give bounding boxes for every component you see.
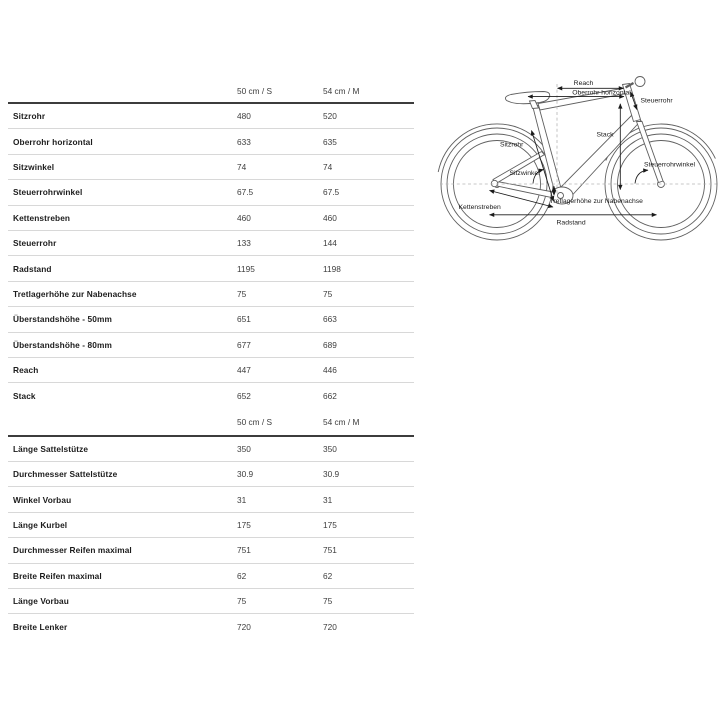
row-value: 30.9 <box>323 469 340 480</box>
row-value: 720 <box>237 622 251 633</box>
bike-geometry-diagram <box>428 58 720 243</box>
row-value: 520 <box>323 111 337 122</box>
rear-fender <box>438 124 556 172</box>
row-value: 31 <box>237 494 247 505</box>
row-value: 447 <box>237 365 251 376</box>
row-value: 677 <box>237 339 251 350</box>
row-label: Sitzwinkel <box>13 161 55 172</box>
row-label: Kettenstreben <box>13 212 71 223</box>
column-header: 50 cm / S <box>237 86 273 96</box>
rear-dropout <box>491 180 497 186</box>
row-value: 635 <box>323 136 337 147</box>
row-label: Reach <box>13 365 39 376</box>
table-row <box>8 282 414 307</box>
table-row <box>8 437 414 462</box>
table-row <box>8 462 414 487</box>
row-label: Tretlagerhöhe zur Nabenachse <box>13 288 137 299</box>
row-value: 460 <box>237 212 251 223</box>
diagram-label-sitzrohr: Sitzrohr <box>500 141 524 149</box>
row-value: 689 <box>323 339 337 350</box>
row-value: 720 <box>323 622 337 633</box>
geometry-table <box>8 80 414 640</box>
row-value: 350 <box>323 443 337 454</box>
bike-drawing <box>438 77 717 241</box>
table-row <box>8 104 414 129</box>
row-value: 1195 <box>237 263 255 274</box>
row-label: Radstand <box>13 263 52 274</box>
row-label: Breite Reifen maximal <box>13 570 102 581</box>
diagram-label-stack: Stack <box>596 131 614 139</box>
table-row <box>8 129 414 154</box>
row-label: Winkel Vorbau <box>13 494 72 505</box>
row-value: 633 <box>237 136 251 147</box>
row-value: 74 <box>237 161 247 172</box>
table-row <box>8 614 414 639</box>
table-row <box>8 564 414 589</box>
table-row <box>8 333 414 358</box>
row-value: 75 <box>323 596 333 607</box>
column-header: 54 cm / M <box>323 416 360 427</box>
row-value: 651 <box>237 314 251 325</box>
fork <box>637 122 664 183</box>
row-value: 751 <box>323 545 337 556</box>
row-value: 175 <box>323 520 337 531</box>
table-row <box>8 538 414 563</box>
diagram-label-radstand: Radstand <box>556 219 586 227</box>
row-label: Durchmesser Reifen maximal <box>13 545 132 556</box>
row-value: 350 <box>237 443 251 454</box>
row-value: 62 <box>237 570 247 581</box>
row-value: 30.9 <box>237 469 254 480</box>
row-value: 75 <box>237 288 247 299</box>
table-row <box>8 513 414 538</box>
saddle <box>505 92 549 104</box>
row-value: 67.5 <box>323 187 340 198</box>
row-value: 446 <box>323 365 337 376</box>
row-value: 133 <box>237 238 251 249</box>
table-row <box>8 180 414 205</box>
table-row <box>8 589 414 614</box>
row-value: 662 <box>323 390 337 401</box>
table-row <box>8 155 414 180</box>
diagram-label-sitzwinkel: Sitzwinkel <box>509 170 540 177</box>
row-label: Steuerrohr <box>13 238 57 249</box>
diagram-label-oberrohr: Oberrohr horizontal <box>572 89 631 97</box>
table-row <box>8 206 414 231</box>
row-label: Überstandshöhe - 50mm <box>13 314 112 325</box>
handlebar-grip <box>635 77 645 87</box>
row-value: 75 <box>237 596 247 607</box>
diagram-label-steuerrohrwinkel: Steuerrohrwinkel <box>644 161 695 169</box>
row-label: Länge Vorbau <box>13 596 69 607</box>
diagram-label-steuerrohr: Steuerrohr <box>640 97 673 105</box>
table-row <box>8 487 414 512</box>
row-label: Sitzrohr <box>13 111 46 122</box>
diagram-label-kettenstreben: Kettenstreben <box>458 203 501 211</box>
row-value: 663 <box>323 314 337 325</box>
table-row <box>8 383 414 408</box>
row-label: Länge Kurbel <box>13 520 68 531</box>
row-value: 144 <box>323 238 337 249</box>
row-value: 751 <box>237 545 251 556</box>
row-label: Oberrohr horizontal <box>13 136 93 147</box>
table-header-row <box>8 409 414 437</box>
steuerrohrwinkel-arc <box>635 170 648 183</box>
column-header: 54 cm / M <box>323 86 360 96</box>
row-value: 480 <box>237 111 251 122</box>
row-label: Länge Sattelstütze <box>13 443 89 454</box>
table-row <box>8 231 414 256</box>
row-value: 175 <box>237 520 251 531</box>
row-value: 62 <box>323 570 333 581</box>
row-label: Überstandshöhe - 80mm <box>13 339 112 350</box>
table-row <box>8 307 414 332</box>
diagram-label-tretlagerhoehe: Tretlagerhöhe zur Nabenachse <box>549 198 643 206</box>
row-value: 75 <box>323 288 333 299</box>
row-value: 74 <box>323 161 333 172</box>
row-label: Breite Lenker <box>13 622 68 633</box>
column-header: 50 cm / S <box>237 416 273 427</box>
table-row <box>8 256 414 281</box>
row-label: Durchmesser Sattelstütze <box>13 469 118 480</box>
diagram-label-reach: Reach <box>573 79 594 87</box>
row-label: Steuerrohrwinkel <box>13 187 83 198</box>
table-row <box>8 358 414 383</box>
row-value: 67.5 <box>237 187 254 198</box>
table-header-row <box>8 80 414 104</box>
row-value: 460 <box>323 212 337 223</box>
row-value: 31 <box>323 494 333 505</box>
row-value: 652 <box>237 390 251 401</box>
row-label: Stack <box>13 390 36 401</box>
row-value: 1198 <box>323 263 341 274</box>
